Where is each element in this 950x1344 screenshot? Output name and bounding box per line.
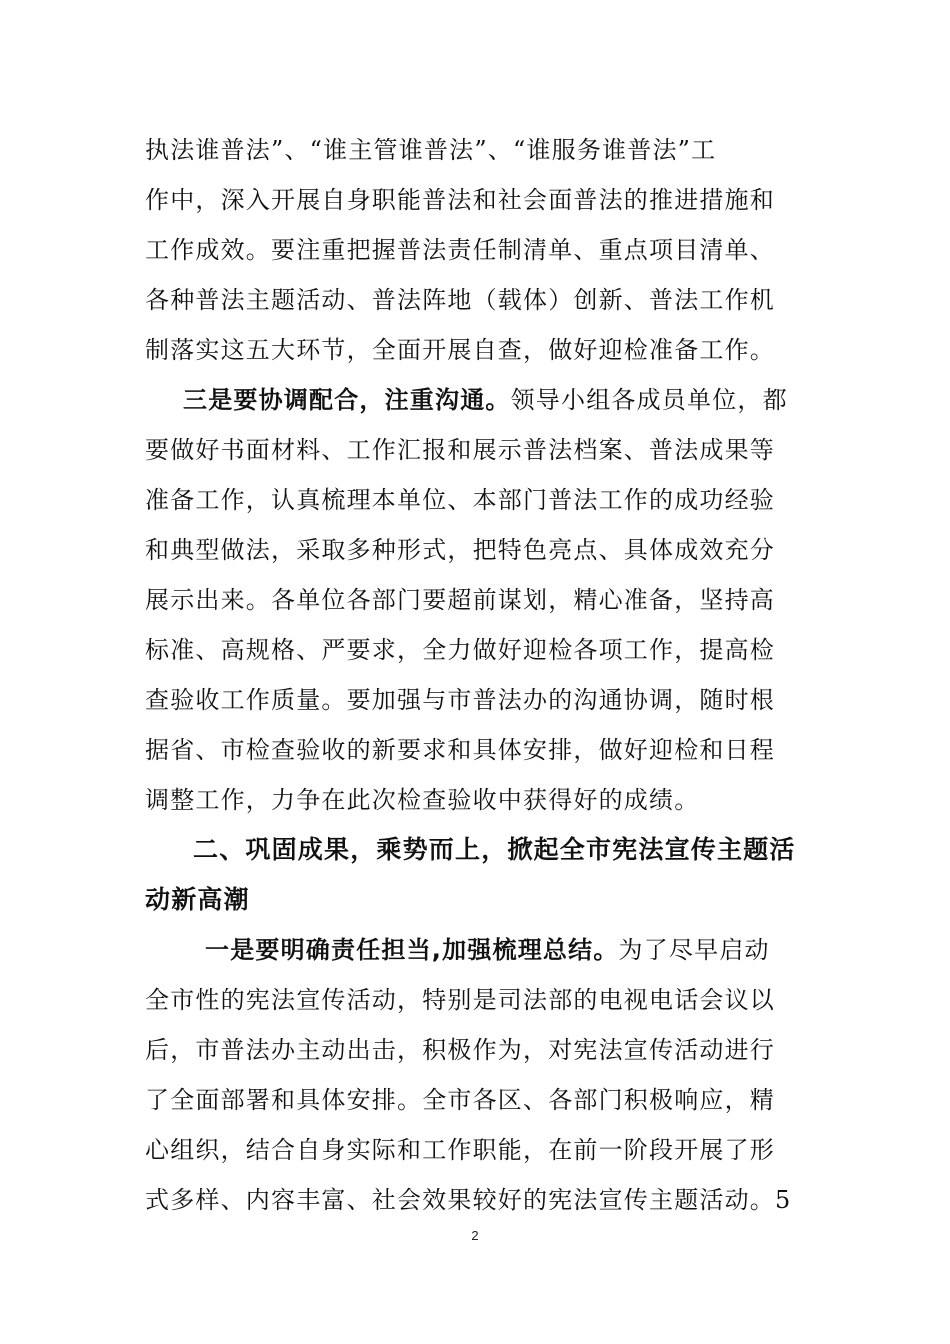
body-text-line: 后，市普法办主动出击，积极作为，对宪法宣传活动进行 bbox=[145, 1036, 775, 1064]
body-text-line: 和典型做法，采取多种形式，把特色亮点、具体成效充分 bbox=[145, 536, 775, 564]
body-text-line: 作中，深入开展自身职能普法和社会面普法的推进措施和 bbox=[145, 186, 775, 214]
section-heading: 二、巩固成果，乘势而上，掀起全市宪法宣传主题活 bbox=[193, 835, 796, 864]
body-text-line: 展示出来。各单位各部门要超前谋划，精心准备，坚持高 bbox=[145, 586, 775, 614]
body-text-line: 工作成效。要注重把握普法责任制清单、重点项目清单、 bbox=[145, 236, 775, 264]
body-text-line: 准备工作，认真梳理本单位、本部门普法工作的成功经验 bbox=[145, 486, 775, 514]
body-text-line: 执法谁普法”、“谁主管谁普法”、“谁服务谁普法”工 bbox=[145, 136, 717, 164]
body-text-line: 制落实这五大环节，全面开展自查，做好迎检准备工作。 bbox=[145, 336, 775, 364]
body-text-line: 心组织，结合自身实际和工作职能，在前一阶段开展了形 bbox=[145, 1136, 775, 1164]
page-number: 2 bbox=[471, 1228, 479, 1243]
body-text-line: 据省、市检查验收的新要求和具体安排，做好迎检和日程 bbox=[145, 736, 775, 764]
body-text-line: 标准、高规格、严要求，全力做好迎检各项工作，提高检 bbox=[145, 636, 775, 664]
body-text-line: 各种普法主题活动、普法阵地（载体）创新、普法工作机 bbox=[145, 286, 775, 314]
body-text-line: 全市性的宪法宣传活动，特别是司法部的电视电话会议以 bbox=[145, 986, 775, 1014]
paragraph-first-line: 三是要协调配合，注重沟通。领导小组各成员单位，都 bbox=[183, 386, 788, 414]
section-heading-continued: 动新高潮 bbox=[145, 885, 250, 914]
body-text-line: 了全面部署和具体安排。全市各区、各部门积极响应，精 bbox=[145, 1086, 775, 1114]
body-text-line: 调整工作，力争在此次检查验收中获得好的成绩。 bbox=[145, 786, 700, 814]
body-text-line: 要做好书面材料、工作汇报和展示普法档案、普法成果等 bbox=[145, 436, 775, 464]
bold-lead-phrase: 三是要协调配合，注重沟通。 bbox=[183, 386, 511, 414]
body-text-line: 查验收工作质量。要加强与市普法办的沟通协调，随时根 bbox=[145, 686, 775, 714]
paragraph-first-line: 一是要明确责任担当,加强梳理总结。为了尽早启动 bbox=[205, 936, 770, 964]
bold-lead-phrase: 一是要明确责任担当,加强梳理总结。 bbox=[205, 936, 619, 964]
body-text-line: 式多样、内容丰富、社会效果较好的宪法宣传主题活动。5 bbox=[145, 1186, 792, 1214]
